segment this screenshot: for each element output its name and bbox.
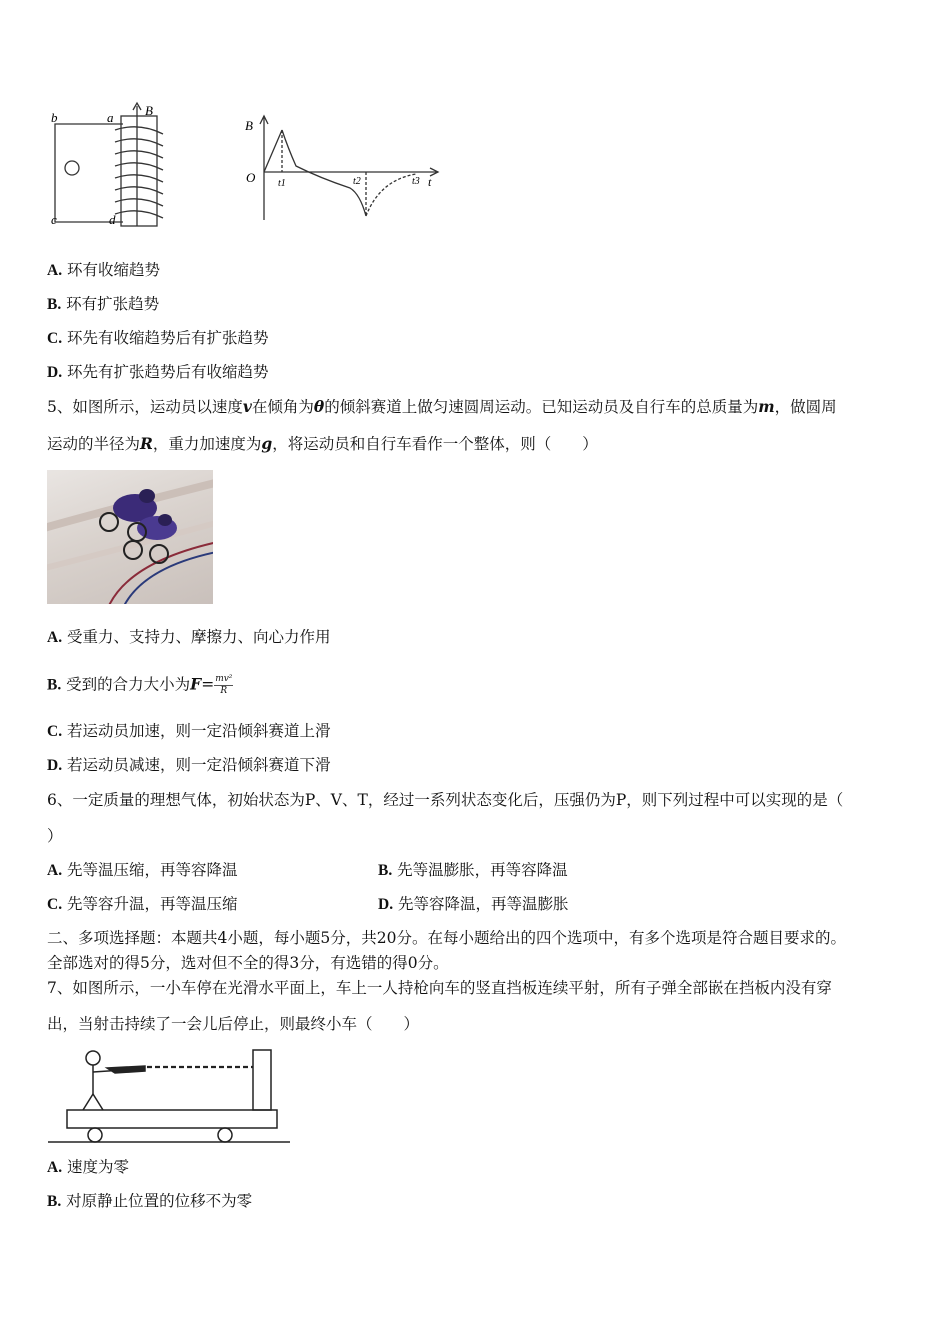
cyclists-on-banked-track-photo xyxy=(47,470,213,604)
cart-shooter-diagram xyxy=(45,1046,295,1146)
label-B: B xyxy=(145,103,153,118)
q6-option-c: C. 先等容升温，再等温压缩 xyxy=(47,895,238,913)
section2-heading-line1: 二、多项选择题：本题共4小题，每小题5分，共20分。在每小题给出的四个选项中，有多个选项是符合题目要求的。 xyxy=(47,929,846,947)
tick-label-t2: t2 xyxy=(353,176,361,187)
fraction-mv2-over-R: $\frac{\text{mv²}}{R}$ xyxy=(215,674,233,696)
q5-option-d: D. 若运动员减速，则一定沿倾斜赛道下滑 xyxy=(47,756,331,774)
q6-stem-line2: ） xyxy=(47,827,63,845)
q4-option-b: B. 环有扩张趋势 xyxy=(47,295,160,313)
origin-label: O xyxy=(246,170,256,185)
q7-stem-line2: 出，当射击持续了一会儿后停止，则最终小车（ ） xyxy=(47,1015,420,1033)
q6-option-d: D. 先等容降温，再等温膨胀 xyxy=(378,895,569,913)
label-a: a xyxy=(107,110,114,125)
q5-stem-line2: 运动的半径为R，重力加速度为g，将运动员和自行车看作一个整体，则（ ） xyxy=(47,434,598,453)
axis-label-t: t xyxy=(428,175,432,189)
q5-option-a: A. 受重力、支持力、摩擦力、向心力作用 xyxy=(47,628,331,646)
q7-option-a: A. 速度为零 xyxy=(47,1158,130,1176)
q6-option-b: B. 先等温膨胀，再等容降温 xyxy=(378,861,568,879)
q4-option-d: D. 环先有扩张趋势后有收缩趋势 xyxy=(47,363,269,381)
axis-label-B: B xyxy=(245,118,253,133)
label-b: b xyxy=(51,110,58,125)
coil-frame-diagram xyxy=(45,100,180,230)
label-c: c xyxy=(51,212,57,227)
label-d: d xyxy=(109,212,116,227)
q5-option-c: C. 若运动员加速，则一定沿倾斜赛道上滑 xyxy=(47,722,331,740)
tick-label-t3: t3 xyxy=(412,176,420,187)
b-t-graph xyxy=(240,108,445,228)
q4-option-c: C. 环先有收缩趋势后有扩张趋势 xyxy=(47,329,269,347)
q5-stem-line1: 5、如图所示，运动员以速度v在倾角为θ的倾斜赛道上做匀速圆周运动。已知运动员及自行车的总质量为m，做圆周 xyxy=(47,397,837,416)
q7-stem-line1: 7、如图所示，一小车停在光滑水平面上，车上一人持枪向车的竖直挡板连续平射，所有子弹全部嵌在挡板内没有穿 xyxy=(47,979,832,997)
q7-option-b: B. 对原静止位置的位移不为零 xyxy=(47,1192,253,1210)
q5-option-b: B. 受到的合力大小为F= $\frac{\text{mv²}}{R}$ xyxy=(47,674,233,696)
q4-option-a: A. 环有收缩趋势 xyxy=(47,261,161,279)
section2-heading-line2: 全部选对的得5分，选对但不全的得3分，有选错的得0分。 xyxy=(47,954,449,972)
q6-stem-line1: 6、一定质量的理想气体，初始状态为P、V、T，经过一系列状态变化后，压强仍为P，则下列过程中可以实现的是（ xyxy=(47,791,844,809)
q6-option-a: A. 先等温压缩，再等容降温 xyxy=(47,861,238,879)
tick-label-t1: t1 xyxy=(278,178,286,189)
